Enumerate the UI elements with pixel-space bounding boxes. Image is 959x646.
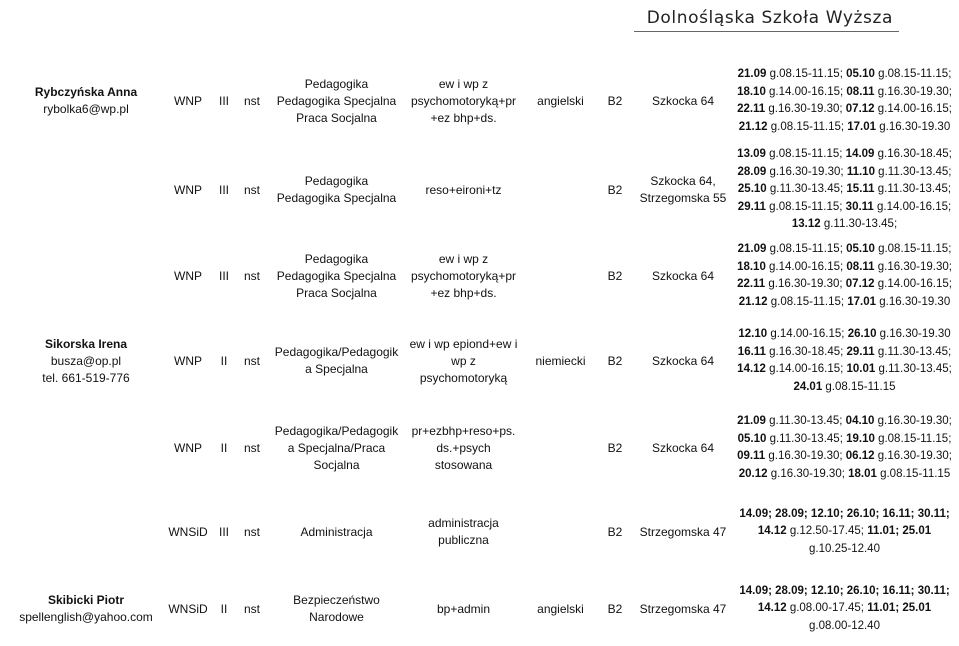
date-day: 12.10 (738, 328, 768, 340)
level-cell: B2 (607, 93, 623, 108)
program-line: a Specjalna/Praca (287, 440, 386, 455)
date-time: g.08.15-11.15; (767, 295, 848, 308)
date-day: 10.01 (846, 363, 876, 375)
program-cell (268, 146, 405, 234)
schedule-row (8, 234, 954, 318)
department-cell: WNP (174, 353, 202, 368)
date-time: g.16.30-19.30; (765, 278, 846, 290)
date-time: g.11.30-13.45; (766, 432, 847, 445)
date-time: g.08.15-11.15; (765, 148, 846, 161)
date-day: 21.12 (738, 295, 768, 308)
date-time: g.14.00-16.15; (765, 260, 847, 273)
specialty-line: +ez bhp+ds. (430, 285, 497, 300)
logo-underline (634, 31, 899, 32)
specialty-line: pr+ezbhp+reso+ps. (411, 423, 516, 438)
date-day: 08.11 (846, 85, 875, 98)
dates-cell (735, 572, 954, 646)
date-day: 07.12 (845, 103, 875, 115)
date-time: g.08.15-11.15; (874, 243, 952, 255)
year-cell: III (218, 524, 229, 539)
program-line: Pedagogika Specjalna (276, 268, 397, 283)
date-day: 26.10 (847, 328, 877, 340)
date-time: g.16.30-18.45; (874, 148, 952, 161)
date-time: g.14.00-16.15; (874, 278, 952, 290)
date-time: g.16.30-19.30; (765, 450, 846, 462)
specialty-cell (405, 572, 522, 646)
language-cell: angielski (537, 93, 584, 108)
date-line (737, 216, 952, 234)
specialty-cell (405, 404, 522, 492)
program-line: Praca Socjalna (296, 285, 377, 300)
date-time: g.14.00-16.15; (873, 200, 952, 213)
specialty-line: bp+admin (436, 601, 491, 616)
date-time: g.08.15-11.15; (766, 243, 847, 255)
date-day: 29.11 (846, 345, 875, 358)
date-line (737, 448, 952, 466)
specialty-line: psychomotoryką+pr (410, 93, 517, 108)
date-day: 05.10 (846, 243, 875, 255)
date-line (737, 379, 952, 397)
schedule-row (8, 146, 954, 234)
location-cell (631, 146, 735, 234)
date-line (737, 146, 952, 164)
schedule-table (8, 56, 954, 646)
date-time: g.16.30-19.30 (876, 295, 951, 308)
date-day: 05.10 (846, 68, 875, 80)
study-mode-cell: nst (243, 182, 260, 197)
date-day: 07.12 (845, 278, 875, 290)
date-line (737, 466, 952, 484)
specialty-line: ew i wp epiond+ew i (409, 336, 518, 351)
department-cell: WNSiD (168, 601, 208, 616)
specialty-line: wp z (451, 353, 476, 368)
date-time: g.16.30-19.30; (767, 467, 849, 480)
date-day: 14.12 (757, 602, 787, 615)
date-day: 21.09 (737, 68, 767, 80)
date-time: g.11.30-13.45; (766, 183, 847, 196)
program-cell (268, 404, 405, 492)
date-line (737, 66, 952, 84)
date-time: g.16.30-18.45; (765, 345, 847, 358)
date-line (737, 276, 952, 294)
date-day: 14.09; 28.09; 12.10; 26.10; 16.11; 30.11; (739, 584, 950, 597)
location-line: Szkocka 64 (651, 93, 715, 108)
date-time: g.08.15-11.15; (765, 200, 846, 213)
teacher-cell (8, 234, 164, 318)
year-cell: II (220, 601, 228, 616)
date-line (737, 199, 952, 217)
date-line (737, 119, 952, 137)
date-time: g.08.15-11.15; (874, 432, 952, 445)
level-cell: B2 (607, 440, 623, 455)
teacher-contact: spellenglish@yahoo.com (19, 610, 153, 624)
specialty-line: psychomotoryką (419, 370, 508, 385)
language-cell (522, 492, 599, 572)
date-time: g.12.50-17.45; (786, 525, 868, 538)
level-cell: B2 (607, 353, 623, 368)
specialty-line: psychomotoryką+pr (410, 268, 517, 283)
date-line (737, 241, 952, 259)
date-line (737, 84, 952, 102)
location-cell (631, 56, 735, 146)
location-line: Szkocka 64 (651, 268, 715, 283)
schedule-row (8, 404, 954, 492)
date-time: g.16.30-19.30 (876, 120, 951, 133)
department-cell: WNSiD (168, 524, 208, 539)
date-day: 04.10 (845, 415, 875, 427)
date-day: 18.10 (737, 85, 766, 98)
university-logo: Dolnośląska Szkoła Wyższa (646, 8, 893, 28)
teacher-cell (8, 404, 164, 492)
schedule-row (8, 56, 954, 146)
program-line: Pedagogika/Pedagogik (274, 423, 399, 438)
teacher-cell (8, 492, 164, 572)
location-line: Szkocka 64 (651, 440, 715, 455)
date-day: 22.11 (737, 103, 766, 115)
study-mode-cell: nst (243, 440, 260, 455)
level-cell: B2 (607, 524, 623, 539)
location-line: Szkocka 64 (651, 353, 715, 368)
date-time: g.16.30-19.30; (874, 450, 952, 462)
dates-cell (735, 234, 954, 318)
program-line: Administracja (300, 524, 373, 539)
date-time: g.16.30-19.30 (876, 328, 951, 340)
department-cell: WNP (174, 93, 202, 108)
date-day: 15.11 (846, 183, 875, 196)
year-cell: II (220, 353, 228, 368)
date-day: 06.12 (845, 450, 875, 462)
location-cell (631, 318, 735, 404)
date-time: g.14.00-16.15; (765, 85, 847, 98)
program-line: Pedagogika (304, 251, 369, 266)
language-cell (522, 146, 599, 234)
year-cell: II (220, 440, 228, 455)
program-cell (268, 318, 405, 404)
date-line (737, 541, 952, 559)
program-line: Pedagogika Specjalna (276, 93, 397, 108)
level-cell: B2 (607, 268, 623, 283)
date-day: 05.10 (737, 432, 767, 445)
dates-cell (735, 56, 954, 146)
date-day: 25.10 (737, 183, 767, 196)
program-line: Bezpieczeństwo (293, 593, 380, 607)
date-day: 11.10 (846, 165, 875, 178)
specialty-line: +ez bhp+ds. (430, 110, 497, 125)
date-day: 19.10 (846, 432, 875, 445)
date-time: g.16.30-19.30; (874, 415, 952, 427)
program-line: Pedagogika/Pedagogik (274, 345, 399, 359)
date-line (737, 181, 952, 199)
date-day: 09.11 (737, 450, 766, 462)
date-day: 29.11 (737, 200, 766, 213)
date-day: 30.11 (845, 200, 874, 213)
program-cell (268, 492, 405, 572)
program-line: Socjalna (313, 457, 360, 472)
language-cell: niemiecki (535, 353, 586, 368)
program-line: a Specjalna (305, 362, 368, 376)
date-time: g.08.15-11.15; (767, 120, 848, 133)
year-cell: III (218, 93, 229, 108)
teacher-cell (8, 56, 164, 146)
specialty-line: reso+eironi+tz (425, 182, 502, 197)
program-line: Narodowe (309, 610, 364, 624)
date-day: 21.12 (738, 120, 768, 133)
location-cell (631, 234, 735, 318)
date-time: g.11.30-13.45; (874, 183, 952, 196)
date-day: 18.10 (737, 260, 766, 273)
specialty-line: administracja (428, 516, 499, 530)
location-cell (631, 492, 735, 572)
date-day: 21.09 (737, 415, 766, 427)
date-line (737, 361, 952, 379)
date-day: 14.12 (737, 363, 766, 375)
location-line: Strzegomska 47 (639, 524, 727, 539)
teacher-name: Sikorska Irena (44, 336, 128, 351)
date-time: g.16.30-19.30; (766, 165, 847, 178)
specialty-line: ew i wp z (438, 251, 489, 266)
program-line: Praca Socjalna (296, 110, 377, 125)
schedule-row (8, 572, 954, 646)
teacher-cell (8, 146, 164, 234)
specialty-cell (405, 318, 522, 404)
date-day: 14.09 (845, 148, 875, 161)
study-mode-cell: nst (243, 93, 260, 108)
date-line (737, 413, 952, 431)
teacher-cell (8, 318, 164, 404)
date-line (737, 294, 952, 312)
study-mode-cell: nst (243, 353, 260, 368)
date-time: g.11.30-13.45; (874, 345, 952, 358)
specialty-cell (405, 492, 522, 572)
date-line (737, 344, 952, 362)
date-time: g.11.30-13.45; (820, 218, 898, 231)
date-day: 22.11 (737, 278, 766, 290)
location-line: Szkocka 64, (650, 174, 716, 188)
location-line: Strzegomska 55 (639, 191, 727, 205)
dates-cell (735, 404, 954, 492)
date-time: g.08.00-12.40 (809, 619, 880, 632)
date-day: 08.11 (846, 260, 875, 273)
date-day: 18.01 (848, 467, 877, 480)
schedule-rows (8, 56, 954, 646)
level-cell: B2 (607, 182, 623, 197)
date-time: g.11.30-13.45; (765, 415, 846, 427)
location-line: Strzegomska 47 (639, 601, 727, 616)
teacher-name: Rybczyńska Anna (34, 85, 138, 99)
date-time: g.16.30-19.30; (874, 85, 952, 98)
department-cell: WNP (174, 268, 202, 283)
specialty-line: publiczna (438, 533, 489, 547)
date-day: 13.12 (791, 218, 821, 231)
program-cell (268, 56, 405, 146)
language-cell: angielski (537, 601, 584, 616)
teacher-contact: rybolka6@wp.pl (43, 102, 129, 116)
study-mode-cell: nst (243, 268, 260, 283)
page-header (0, 0, 959, 40)
date-line (737, 431, 952, 449)
department-cell: WNP (174, 182, 202, 197)
specialty-cell (405, 56, 522, 146)
date-line (737, 101, 952, 119)
location-cell (631, 404, 735, 492)
program-line: Pedagogika (304, 174, 369, 188)
date-time: g.08.15-11.15 (876, 467, 951, 480)
date-day: 13.09 (737, 148, 766, 161)
date-day: 24.01 (793, 380, 823, 393)
date-time: g.16.30-19.30; (765, 103, 846, 115)
date-time: g.08.15-11.15; (874, 68, 952, 80)
date-line (737, 583, 952, 601)
date-day: 28.09 (737, 165, 767, 178)
date-day: 21.09 (737, 243, 767, 255)
department-cell: WNP (174, 440, 202, 455)
dates-cell (735, 146, 954, 234)
study-mode-cell: nst (243, 601, 260, 616)
date-line (737, 600, 952, 618)
date-line (737, 326, 952, 344)
specialty-line: stosowana (434, 457, 493, 472)
date-line (737, 618, 952, 636)
date-time: g.16.30-19.30; (874, 260, 952, 273)
date-line (737, 523, 952, 541)
date-line (737, 164, 952, 182)
year-cell: III (218, 268, 229, 283)
year-cell: III (218, 182, 229, 197)
date-line (737, 506, 952, 524)
date-time: g.08.15-11.15 (822, 380, 896, 393)
date-day: 14.09; 28.09; 12.10; 26.10; 16.11; 30.11; (739, 507, 950, 520)
date-day: 14.12 (757, 525, 787, 538)
specialty-cell (405, 146, 522, 234)
date-day: 17.01 (847, 120, 877, 133)
date-time: g.08.00-17.45; (786, 602, 868, 615)
date-line (737, 259, 952, 277)
dates-cell (735, 318, 954, 404)
program-line: Pedagogika Specjalna (276, 191, 397, 205)
teacher-cell (8, 572, 164, 646)
teacher-contact: busza@op.pl (50, 353, 122, 368)
program-cell (268, 234, 405, 318)
language-cell (522, 404, 599, 492)
date-time: g.14.00-16.15; (765, 363, 847, 375)
date-day: 11.01; 25.01 (867, 602, 932, 615)
specialty-line: ew i wp z (438, 76, 489, 91)
teacher-contact: tel. 661-519-776 (42, 370, 130, 385)
date-day: 20.12 (738, 467, 768, 480)
date-time: g.11.30-13.45; (874, 165, 952, 178)
level-cell: B2 (607, 601, 623, 616)
date-day: 11.01; 25.01 (867, 525, 932, 538)
teacher-name: Skibicki Piotr (47, 593, 125, 607)
specialty-cell (405, 234, 522, 318)
dates-cell (735, 492, 954, 572)
location-cell (631, 572, 735, 646)
date-time: g.08.15-11.15; (766, 68, 847, 80)
date-day: 17.01 (847, 295, 877, 308)
program-cell (268, 572, 405, 646)
program-line: Pedagogika (304, 76, 369, 91)
schedule-row (8, 318, 954, 404)
specialty-line: ds.+psych (436, 440, 491, 455)
date-day: 16.11 (737, 345, 766, 358)
schedule-row (8, 492, 954, 572)
date-time: g.14.00-16.15; (767, 328, 848, 340)
date-time: g.14.00-16.15; (874, 103, 952, 115)
date-time: g.10.25-12.40 (809, 542, 880, 555)
date-time: g.11.30-13.45; (875, 363, 952, 375)
language-cell (522, 234, 599, 318)
study-mode-cell: nst (243, 524, 260, 539)
